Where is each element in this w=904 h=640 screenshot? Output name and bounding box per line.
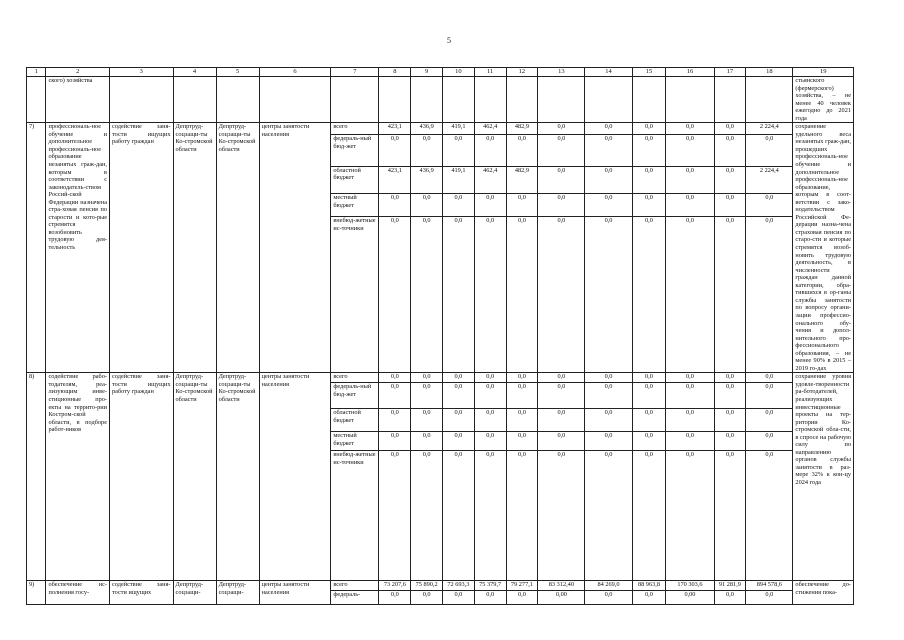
funding-value: 0,0 (443, 383, 475, 409)
activity-number: 7) (27, 123, 46, 373)
participants: центры занятости населения (259, 373, 331, 581)
funding-value: 894 578,6 (746, 581, 793, 591)
empty-cell (379, 77, 411, 123)
funding-value: 0,0 (746, 591, 793, 605)
funding-value: 0,0 (714, 135, 746, 166)
task-name: содействие заня-тости ищущих (110, 581, 174, 605)
empty-cell (411, 77, 443, 123)
funding-value: 0,0 (632, 432, 666, 451)
funding-value: 0,0 (379, 409, 411, 432)
funding-value: 0,0 (585, 135, 632, 166)
funding-value: 436,9 (411, 166, 443, 194)
funding-value: 0,0 (714, 409, 746, 432)
funding-value: 0,0 (585, 373, 632, 383)
co-executor: Депртруд-соцзащи-ты Ко-стромской области (216, 123, 259, 373)
funding-value: 0,0 (538, 451, 585, 581)
funding-value: 0,0 (714, 373, 746, 383)
funding-value: 423,1 (379, 123, 411, 135)
funding-value: 0,0 (632, 383, 666, 409)
column-number: 13 (538, 68, 585, 77)
funding-value: 0,0 (538, 166, 585, 194)
responsible-executor: Депртруд-соцзащи-ты Ко-стромской области (173, 373, 216, 581)
funding-value: 73 207,6 (379, 581, 411, 591)
funding-value: 462,4 (474, 166, 506, 194)
co-executor: Депртруд-соцзащи- (216, 581, 259, 605)
empty-cell (27, 77, 46, 123)
funding-value: 2 224,4 (746, 123, 793, 135)
funding-value: 0,0 (632, 409, 666, 432)
funding-value: 0,0 (666, 451, 714, 581)
funding-value: 482,9 (506, 166, 538, 194)
column-number: 15 (632, 68, 666, 77)
activity-name: профессиональ-ное обучение и дополнительное профессиональ-ное образование незанятых граж-дан, которым в соответствии с законодатель-ством Россий-ской Федерации назначена стра-ховая пенсия по старости и кото-рые стремятся возобновить трудовую дея-тельность (46, 123, 110, 373)
funding-value: 0,0 (632, 373, 666, 383)
funding-source: местный бюджет (331, 194, 379, 217)
funding-value: 462,4 (474, 123, 506, 135)
funding-value: 0,0 (443, 409, 475, 432)
funding-value: 0,0 (632, 451, 666, 581)
funding-value: 0,0 (411, 194, 443, 217)
funding-value: 0,0 (666, 194, 714, 217)
program-activities-table (26, 67, 854, 605)
funding-value: 0,0 (379, 217, 411, 373)
funding-value: 0,0 (506, 135, 538, 166)
funding-source: всего (331, 373, 379, 383)
funding-source: внебюд-жетные ис-точники (331, 451, 379, 581)
funding-value: 419,1 (443, 166, 475, 194)
funding-value: 0,0 (666, 135, 714, 166)
task-name: содействие заня-тости ищущих работу граждан (110, 373, 174, 581)
funding-value: 0,0 (746, 432, 793, 451)
funding-value: 0,0 (666, 123, 714, 135)
participants: центры занятости населения (259, 123, 331, 373)
funding-value: 0,0 (379, 194, 411, 217)
funding-value: 0,0 (632, 135, 666, 166)
funding-value: 0,0 (666, 373, 714, 383)
funding-value: 0,0 (538, 123, 585, 135)
funding-value: 0,0 (443, 194, 475, 217)
column-number: 5 (216, 68, 259, 77)
funding-value: 72 693,3 (443, 581, 475, 591)
funding-source: всего (331, 581, 379, 591)
column-number: 14 (585, 68, 632, 77)
column-number: 9 (411, 68, 443, 77)
funding-value: 0,0 (506, 451, 538, 581)
funding-value: 0,0 (666, 217, 714, 373)
funding-value: 0,0 (632, 194, 666, 217)
funding-value: 0,0 (506, 383, 538, 409)
column-number: 6 (259, 68, 331, 77)
funding-value: 0,0 (746, 409, 793, 432)
funding-source: местный бюджет (331, 432, 379, 451)
funding-value: 0,0 (474, 383, 506, 409)
empty-cell (474, 77, 506, 123)
activity-name: обеспечение ис-полнения госу- (46, 581, 110, 605)
funding-value: 0,0 (379, 591, 411, 605)
funding-value: 482,9 (506, 123, 538, 135)
column-number: 11 (474, 68, 506, 77)
empty-cell (746, 77, 793, 123)
funding-value: 0,0 (666, 383, 714, 409)
funding-value: 84 269,0 (585, 581, 632, 591)
funding-value: 0,0 (746, 194, 793, 217)
funding-value: 0,0 (538, 135, 585, 166)
funding-value: 0,0 (746, 451, 793, 581)
funding-value: 0,0 (538, 194, 585, 217)
column-number: 3 (110, 68, 174, 77)
funding-value: 0,0 (443, 135, 475, 166)
empty-cell (259, 77, 331, 123)
column-number: 17 (714, 68, 746, 77)
funding-value: 0,0 (411, 409, 443, 432)
funding-value: 0,0 (632, 166, 666, 194)
funding-value: 0,0 (585, 123, 632, 135)
empty-cell (666, 77, 714, 123)
activity-number: 9) (27, 581, 46, 605)
funding-value: 0,0 (538, 373, 585, 383)
funding-value: 0,0 (538, 383, 585, 409)
funding-value: 0,0 (585, 591, 632, 605)
funding-value: 0,0 (585, 451, 632, 581)
funding-value: 436,9 (411, 123, 443, 135)
empty-cell (443, 77, 475, 123)
continuation-row (27, 77, 854, 123)
funding-source: федераль-ный бюд-жет (331, 383, 379, 409)
funding-value: 0,0 (585, 409, 632, 432)
funding-value: 0,0 (379, 383, 411, 409)
funding-value: 0,0 (443, 432, 475, 451)
column-number: 8 (379, 68, 411, 77)
page-number: 5 (447, 36, 451, 45)
responsible-executor: Депртруд-соцзащи- (173, 581, 216, 605)
funding-value: 0,0 (474, 217, 506, 373)
column-number-row (27, 68, 854, 77)
funding-source: областной бюджет (331, 409, 379, 432)
funding-value: 0,0 (506, 591, 538, 605)
funding-value: 0,0 (585, 383, 632, 409)
funding-value: 0,0 (746, 373, 793, 383)
funding-value: 423,1 (379, 166, 411, 194)
funding-value: 2 224,4 (746, 166, 793, 194)
participants: центры занятости населения (259, 581, 331, 605)
funding-value: 0,0 (379, 432, 411, 451)
funding-value: 0,0 (714, 591, 746, 605)
funding-value: 0,00 (538, 591, 585, 605)
funding-value: 0,0 (474, 451, 506, 581)
funding-value: 0,0 (714, 194, 746, 217)
funding-value: 0,0 (506, 194, 538, 217)
funding-value: 0,0 (538, 432, 585, 451)
funding-value: 0,0 (632, 591, 666, 605)
funding-source: всего (331, 123, 379, 135)
expected-result: сохранение уровня удовле-творенности ра-ботодателей, реализующих инвестиционные проекты на тер-ритории Ко-стромской обла-сти, в спросе на рабочую силу по направлению органов службы занятости в раз-мере 32% к кон-цу 2024 года (793, 373, 854, 581)
funding-value: 0,0 (411, 432, 443, 451)
funding-row (27, 123, 854, 135)
activity-name: ского) хозяйства (46, 77, 110, 123)
responsible-executor: Депртруд-соцзащи-ты Ко-стромской области (173, 123, 216, 373)
funding-source: областной бюджет (331, 166, 379, 194)
funding-value: 0,0 (538, 217, 585, 373)
funding-value: 0,0 (474, 135, 506, 166)
funding-source: внебюд-жетные ис-точники (331, 217, 379, 373)
funding-value: 91 281,9 (714, 581, 746, 591)
column-number: 19 (793, 68, 854, 77)
empty-cell (632, 77, 666, 123)
funding-value: 0,0 (714, 123, 746, 135)
funding-value: 0,0 (666, 432, 714, 451)
empty-cell (331, 77, 379, 123)
funding-value: 0,0 (379, 135, 411, 166)
column-number: 2 (46, 68, 110, 77)
funding-value: 0,0 (379, 373, 411, 383)
activity-name: содействие рабо-тодателям, реа-лизующим инве-стиционные про-екты на террито-рии Костром-ской области, в подборе работ-ников (46, 373, 110, 581)
funding-row (27, 581, 854, 591)
funding-value: 0,0 (538, 409, 585, 432)
funding-value: 0,0 (506, 409, 538, 432)
funding-value: 170 303,6 (666, 581, 714, 591)
funding-value: 0,0 (411, 217, 443, 373)
funding-value: 0,00 (666, 591, 714, 605)
column-number: 4 (173, 68, 216, 77)
funding-value: 0,0 (632, 123, 666, 135)
funding-row (27, 373, 854, 383)
empty-cell (585, 77, 632, 123)
funding-value: 0,0 (411, 373, 443, 383)
funding-value: 0,0 (474, 409, 506, 432)
column-number: 10 (443, 68, 475, 77)
funding-value: 0,0 (585, 432, 632, 451)
funding-source: федераль- (331, 591, 379, 605)
funding-value: 0,0 (474, 432, 506, 451)
funding-value: 0,0 (585, 166, 632, 194)
co-executor: Депртруд-соцзащи-ты Ко-стромской области (216, 373, 259, 581)
empty-cell (506, 77, 538, 123)
funding-value: 0,0 (443, 217, 475, 373)
funding-value: 0,0 (632, 217, 666, 373)
funding-value: 0,0 (443, 373, 475, 383)
column-number: 16 (666, 68, 714, 77)
funding-value: 0,0 (746, 217, 793, 373)
funding-value: 0,0 (474, 591, 506, 605)
empty-cell (110, 77, 174, 123)
funding-value: 0,0 (666, 409, 714, 432)
column-number: 1 (27, 68, 46, 77)
funding-value: 0,0 (411, 135, 443, 166)
funding-value: 0,0 (666, 166, 714, 194)
funding-value: 0,0 (506, 432, 538, 451)
funding-value: 0,0 (379, 451, 411, 581)
funding-value: 0,0 (585, 217, 632, 373)
funding-value: 0,0 (506, 373, 538, 383)
empty-cell (538, 77, 585, 123)
funding-value: 0,0 (474, 194, 506, 217)
funding-value: 0,0 (411, 591, 443, 605)
funding-value: 0,0 (746, 135, 793, 166)
funding-value: 83 312,40 (538, 581, 585, 591)
funding-source: федераль-ный бюд-жет (331, 135, 379, 166)
funding-value: 419,1 (443, 123, 475, 135)
funding-value: 0,0 (443, 451, 475, 581)
funding-value: 0,0 (506, 217, 538, 373)
empty-cell (714, 77, 746, 123)
funding-value: 0,0 (443, 591, 475, 605)
expected-result: стьянского (фермерского) хозяйства, – не менее 40 человек ежегодно до 2021 года (793, 77, 854, 123)
funding-value: 0,0 (714, 166, 746, 194)
column-number: 7 (331, 68, 379, 77)
funding-value: 0,0 (411, 451, 443, 581)
funding-value: 0,0 (746, 383, 793, 409)
column-number: 18 (746, 68, 793, 77)
funding-value: 0,0 (714, 451, 746, 581)
empty-cell (173, 77, 216, 123)
expected-result: обеспечение до-стижения пока- (793, 581, 854, 605)
funding-value: 0,0 (585, 194, 632, 217)
funding-value: 79 277,1 (506, 581, 538, 591)
task-name: содействие заня-тости ищущих работу граждан (110, 123, 174, 373)
funding-value: 0,0 (411, 383, 443, 409)
funding-value: 75 890,2 (411, 581, 443, 591)
funding-value: 0,0 (714, 383, 746, 409)
funding-value: 88 963,8 (632, 581, 666, 591)
empty-cell (216, 77, 259, 123)
activity-number: 8) (27, 373, 46, 581)
funding-value: 0,0 (714, 217, 746, 373)
funding-value: 0,0 (474, 373, 506, 383)
funding-value: 75 379,7 (474, 581, 506, 591)
column-number: 12 (506, 68, 538, 77)
expected-result: сохранение удельного веса незанятых граж-дан, прошедших профессиональ-ное обучение и дополнительное профессиональ-ное образование, которым в соот-ветствии с зако-нодательством Российской Фе-дерации назна-чена страховая пенсия по старо-сти и которые стремятся возоб-новить трудовую деятельность, в численности граждан данной категории, обра-тившихся в ор-ганы службы занятости по вопросу органи-зации профессио-онального обу-чения и допол-нительного про-фессионального образования, – не менее 90% в 2015 – 2019 го-дах (793, 123, 854, 373)
funding-value: 0,0 (714, 432, 746, 451)
